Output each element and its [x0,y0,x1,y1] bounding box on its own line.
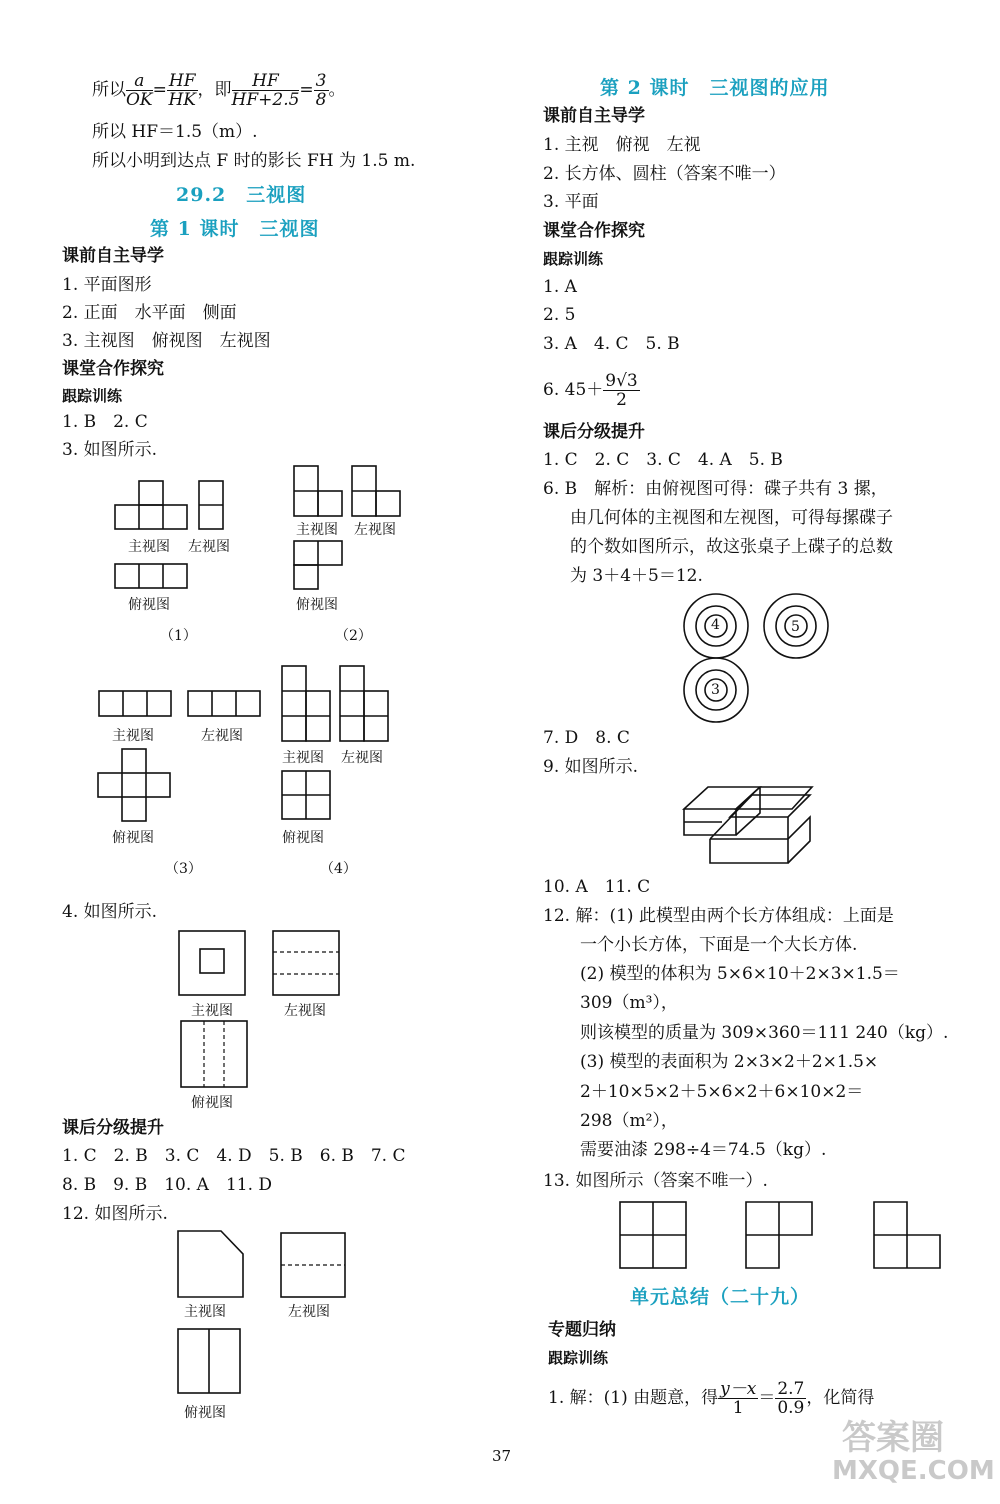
q3-text: 3. 如图所示. [62,440,158,460]
lesson1-title: 第 1 课时 三视图 [150,218,320,240]
r-after-answers: 1. C 2. C 3. C 4. A 5. B [543,450,783,470]
q4-text: 4. 如图所示. [62,902,158,922]
track-answers: 1. B 2. C [62,412,148,432]
r-q12-line-8: 298（m²）， [580,1111,678,1131]
q4-front-view [178,930,248,1000]
coop-heading: 课堂合作探究 [62,359,164,379]
plate-count-b: 5 [791,619,800,635]
q4-left-view [272,930,342,1000]
pre-answer-2: 2. 正面 水平面 侧面 [62,303,237,323]
q12-front-view [177,1230,247,1300]
fig1-front-label: 主视图 [128,539,170,555]
r-track-answer-3: 3. A 4. C 5. B [543,334,680,354]
r-q12-line-3: (2) 模型的体积为 5×6×10＋2×3×1.5＝ [580,964,900,984]
after-answers-1: 1. C 2. B 3. C 4. D 5. B 6. B 7. C [62,1146,406,1166]
q12-left-view [280,1232,350,1302]
lesson2-title: 第 2 课时 三视图的应用 [600,77,830,99]
q13-view-1 [619,1201,691,1273]
q9-model-drawing [682,785,842,870]
r-answers-10-11: 10. A 11. C [543,877,651,897]
fig1-left-label: 左视图 [188,539,230,555]
fig3-front-view [98,690,178,720]
fig4-top-label: 俯视图 [282,830,324,846]
r-q13-text: 13. 如图所示（答案不唯一）. [543,1171,768,1191]
pre-study-heading: 课前自主导学 [62,246,164,266]
q4-left-label: 左视图 [284,1003,326,1019]
r-q6-line-2: 由几何体的主视图和左视图，可得每摞碟子 [570,508,893,528]
r-q12-line-4: 309（m³）， [580,993,678,1013]
fig2-caption: （2） [335,628,372,644]
r-coop-heading: 课堂合作探究 [543,221,645,241]
fig1-left-view [199,480,229,530]
fig2-front-view [293,465,348,520]
fig3-caption: （3） [165,861,202,877]
fig3-front-label: 主视图 [112,728,154,744]
plates-diagram [680,592,840,722]
r-q6-line-1: 6. B 解析：由俯视图可得：碟子共有 3 摞， [543,479,888,499]
pre-answer-1: 1. 平面图形 [62,275,152,295]
fig2-top-label: 俯视图 [296,597,338,613]
shadow-conclusion: 所以小明到达点 F 时的影长 FH 为 1.5 m. [92,151,416,171]
fig4-caption: （4） [320,861,357,877]
r-track-heading: 跟踪训练 [543,250,604,268]
q12-text: 12. 如图所示. [62,1204,168,1224]
r-q12-line-7: 2＋10×5×2＋5×6×2＋6×10×2＝ [580,1082,864,1102]
fig3-left-label: 左视图 [201,728,243,744]
q13-view-2 [745,1201,817,1273]
r-pre-answer-1: 1. 主视 俯视 左视 [543,135,701,155]
r-q6-line-3: 的个数如图所示，故这张桌子上碟子的总数 [570,537,893,557]
watermark-bottom: MXQE.COM [832,1456,995,1486]
plate-count-c: 3 [711,682,720,698]
r-pre-study-heading: 课前自主导学 [543,106,645,126]
page-number: 37 [492,1447,512,1465]
fig3-left-view [187,690,267,720]
r-q12-line-1: 12. 解：(1) 此模型由两个长方体组成：上面是 [543,906,894,926]
q4-front-label: 主视图 [191,1003,233,1019]
after-answers-2: 8. B 9. B 10. A 11. D [62,1175,273,1195]
r-q12-line-2: 一个小长方体，下面是一个大长方体. [580,935,858,955]
track-heading: 跟踪训练 [62,387,123,405]
unit-summary-title: 单元总结（二十九） [630,1286,811,1308]
r-after-heading: 课后分级提升 [543,422,645,442]
plate-count-a: 4 [711,617,720,633]
fig1-top-view [115,563,195,593]
r-q6-answer: 6. 45＋ $\frac{9√3}{2}$ [543,371,638,410]
q12-top-view [177,1328,247,1398]
fig2-left-view [351,465,406,520]
fig4-front-view [281,665,336,745]
r-q12-line-6: (3) 模型的表面积为 2×3×2＋2×1.5× [580,1052,879,1072]
after-heading: 课后分级提升 [62,1118,164,1138]
r-track-answer-2: 2. 5 [543,305,576,325]
r-last-equation: 1. 解：(1) 由题意，得 $\frac{y-x}{1}$ ＝ $\frac{2.7}{0.9}$ ，化简得 [548,1379,875,1418]
q12-top-label: 俯视图 [184,1405,226,1421]
pre-answer-3: 3. 主视图 俯视图 左视图 [62,331,271,351]
section-title: 29.2 三视图 [176,184,307,206]
q4-top-label: 俯视图 [191,1095,233,1111]
q12-left-label: 左视图 [288,1304,330,1320]
fig2-top-view [293,540,348,590]
q12-front-label: 主视图 [184,1304,226,1320]
hf-result: 所以 HF＝1.5（m）. [92,122,258,142]
fig2-left-label: 左视图 [354,522,396,538]
q4-top-view [180,1020,250,1090]
fig1-top-label: 俯视图 [128,597,170,613]
r-pre-answer-3: 3. 平面 [543,192,599,212]
r-track-answer-1: 1. A [543,277,577,297]
r-q6-line-4: 为 3＋4＋5＝12. [570,566,703,586]
r-pre-answer-2: 2. 长方体、圆柱（答案不唯一） [543,164,786,184]
fig4-left-label: 左视图 [341,750,383,766]
fig1-front-view [115,480,195,530]
fig4-left-view [339,665,394,745]
fig3-top-view [97,748,177,828]
fig1-caption: （1） [160,628,197,644]
q13-view-3 [873,1201,945,1273]
fig2-front-label: 主视图 [296,522,338,538]
watermark-top: 答案圈 [842,1418,944,1458]
fig4-front-label: 主视图 [282,750,324,766]
r-q12-line-9: 需要油漆 298÷4＝74.5（kg）. [580,1140,827,1160]
fig4-top-view [281,770,336,825]
r-q9-text: 9. 如图所示. [543,757,639,777]
r-q12-line-5: 则该模型的质量为 309×360＝111 240（kg）. [580,1023,949,1043]
r-topic-heading: 专题归纳 [548,1320,616,1340]
r-answers-7-8: 7. D 8. C [543,728,630,748]
r-track2-heading: 跟踪训练 [548,1349,609,1367]
fig3-top-label: 俯视图 [112,830,154,846]
ratio-equation: 所以 $\frac{a}{OK}$ = $\frac{HF}{HK}$ ，即 $\frac{HF}{HF+2.5}$ = $\frac{3}{8}$ 。 [92,71,346,110]
